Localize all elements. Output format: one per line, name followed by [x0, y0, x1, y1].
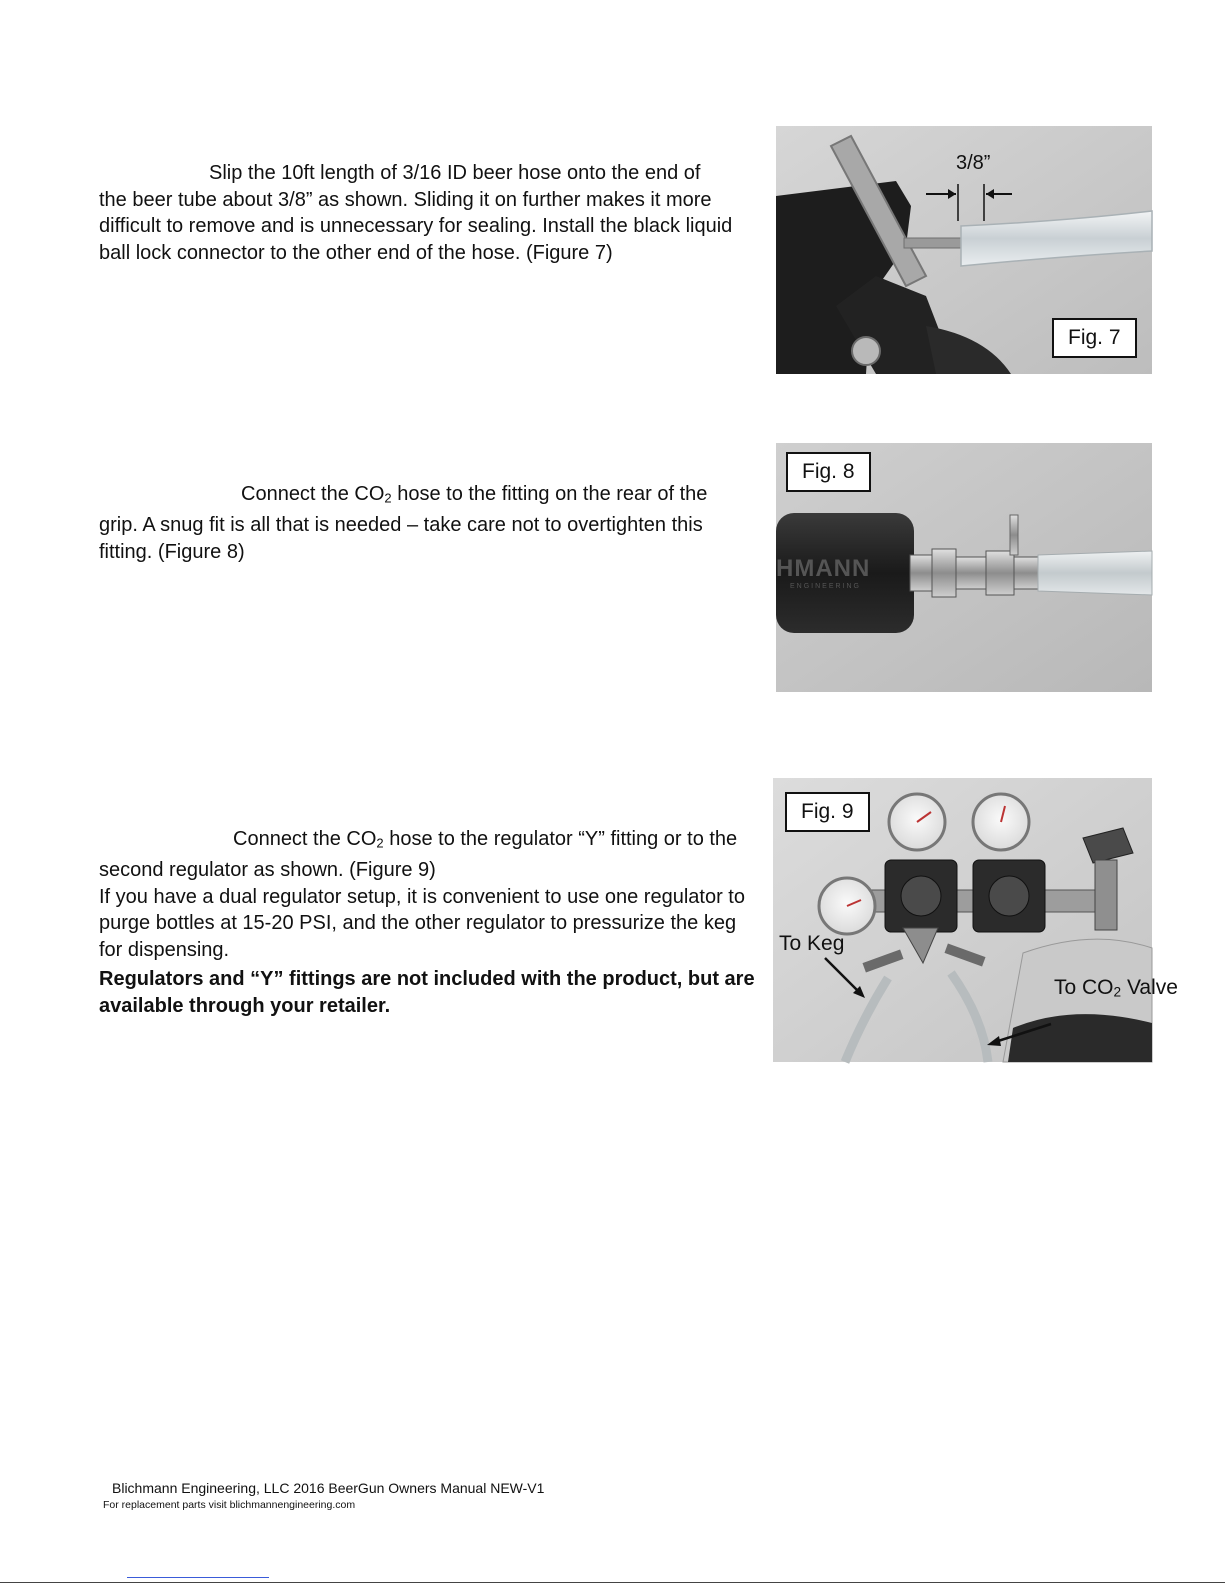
footer-company-line: Blichmann Engineering, LLC 2016 BeerGun Owners Manual NEW-V1 — [112, 1480, 545, 1496]
step-7-line1: Slip the 10ft length of 3/16 ID beer hose onto the end of — [209, 162, 701, 184]
step-9-para2: If you have a dual regulator setup, it is convenient to use one regulator to purge bottles at 15-20 PSI, and the other regulator to pressurize the keg for dispensing. — [99, 885, 745, 961]
figure-8-photo — [776, 443, 1152, 692]
dimension-label: 3/8” — [956, 152, 991, 174]
step-7-body: the beer tube about 3/8” as shown. Sliding it on further makes it more difficult to remove and is unnecessary for sealing. Install the black liquid ball lock connector to the other end of the hose. (Figure 7) — [99, 188, 733, 264]
figure-9-label: Fig. 9 — [785, 792, 870, 832]
figure-7-label: Fig. 7 — [1052, 318, 1137, 358]
step-8-text — [99, 481, 759, 565]
bottom-rule — [0, 1582, 1225, 1583]
brand-logo-sub: ENGINEERING — [790, 583, 862, 590]
step-8-line1: Connect the $CO_2$ hose to the fitting on the rear of the — [241, 483, 708, 506]
footer-parts-line: For replacement parts visit blichmannengineering.com — [103, 1499, 356, 1511]
step-8-body: grip. A snug fit is all that is needed – take care not to overtighten this fitting. (Figure 8) — [99, 514, 703, 563]
step-9-text — [99, 826, 759, 1019]
figure-8-label: Fig. 8 — [786, 452, 871, 492]
to-keg-label: To Keg — [779, 932, 845, 955]
figure-7-photo — [776, 126, 1152, 374]
brand-logo-partial: HMANN — [776, 555, 871, 582]
figure-9-photo — [773, 778, 1178, 1062]
step-9-line1: Connect the $CO_2$ hose to the regulator “Y” fitting or to the — [233, 828, 738, 851]
step-7-text — [99, 160, 759, 266]
bottom-link-underline — [127, 1577, 269, 1578]
to-co2-valve-label: To $CO_2$ Valve — [1054, 976, 1178, 1000]
step-9-line2: second regulator as shown. (Figure 9) — [99, 859, 436, 882]
step-9-note: Regulators and “Y” fittings are not included with the product, but are available through your retailer. — [99, 968, 755, 1017]
